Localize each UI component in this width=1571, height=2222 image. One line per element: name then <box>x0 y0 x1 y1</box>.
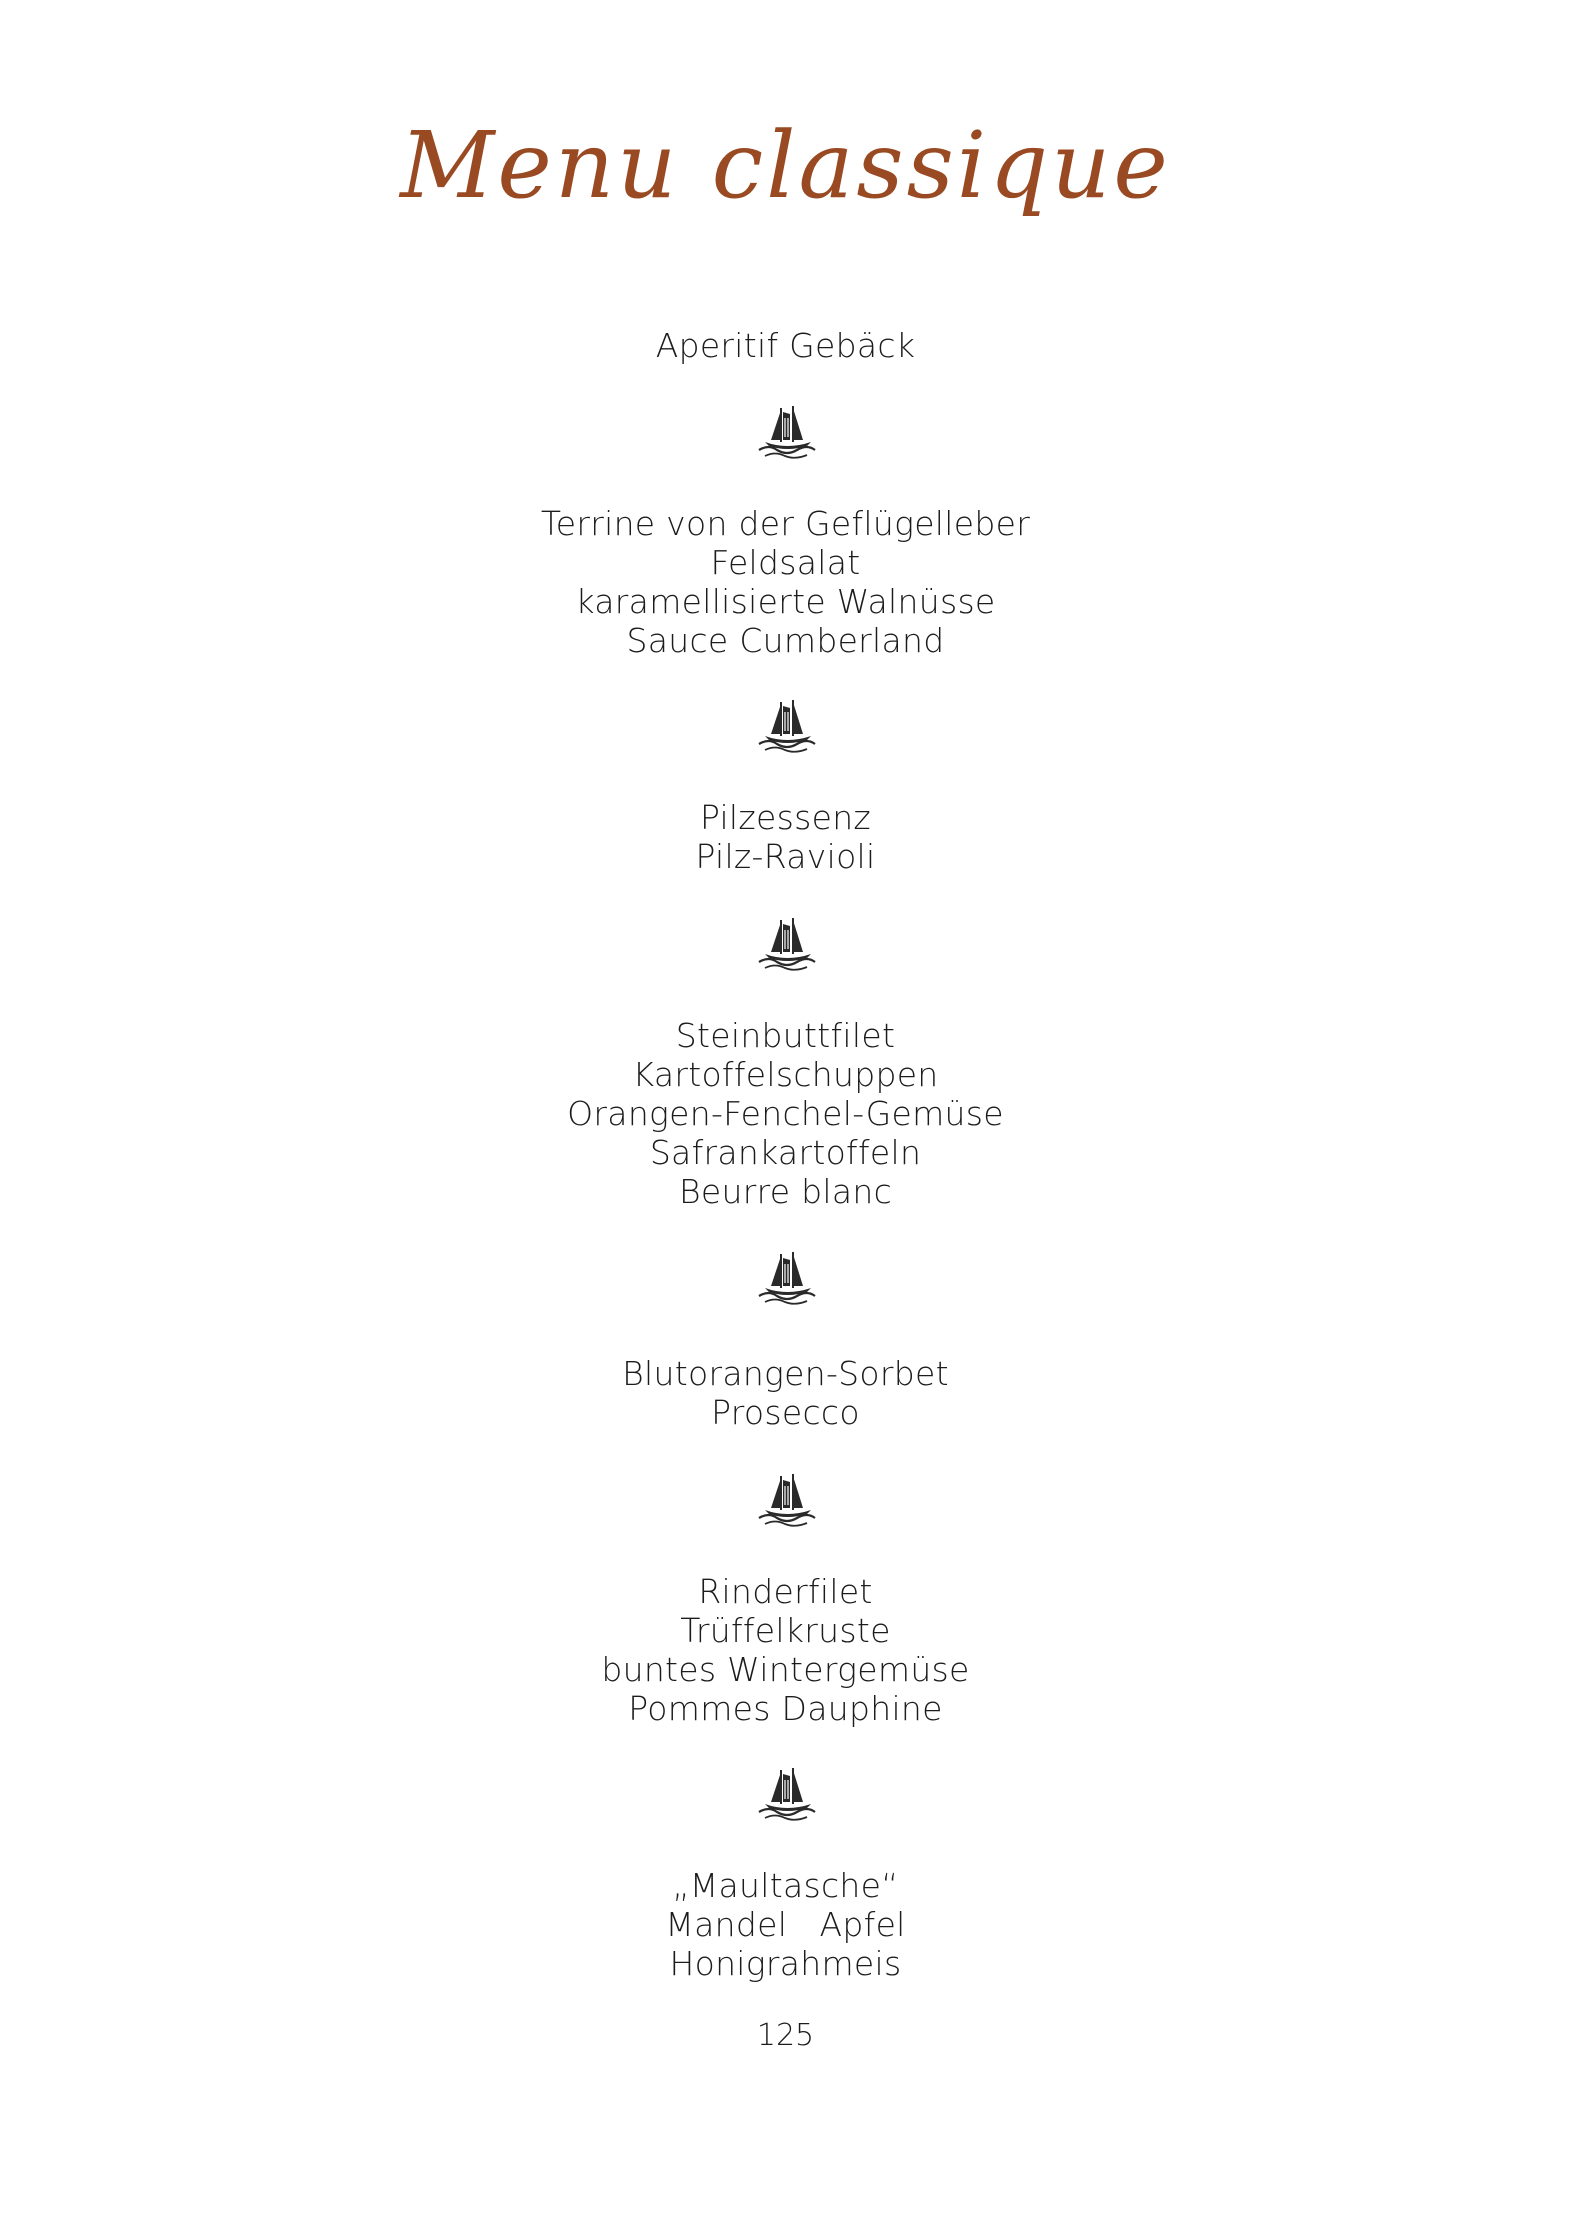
course-rinderfilet <box>0 1572 1571 1728</box>
course-line: Pilzessenz <box>699 798 872 837</box>
course-line: Pommes Dauphine <box>628 1689 943 1728</box>
course-line: karamellisierte Walnüsse <box>575 582 996 621</box>
course-line: Trüffelkruste <box>680 1611 891 1650</box>
course-line: Steinbuttfilet <box>675 1016 896 1055</box>
menu-title: Menu classique <box>400 112 1171 219</box>
sailing-ship-icon <box>755 1766 819 1824</box>
course-line: Mandel Apfel <box>665 1905 906 1944</box>
course-line: Blutorangen-Sorbet <box>622 1354 949 1393</box>
course-sorbet <box>0 1354 1571 1432</box>
course-line: Kartoffelschuppen <box>632 1055 939 1094</box>
course-line: Honigrahmeis <box>669 1944 902 1983</box>
course-dessert <box>0 1866 1571 1983</box>
course-pilzessenz <box>0 798 1571 876</box>
course-steinbutt <box>0 1016 1571 1211</box>
course-line: Pilz-Ravioli <box>695 837 876 876</box>
sailing-ship-icon <box>755 404 819 462</box>
course-line: Beurre blanc <box>678 1172 893 1211</box>
course-line: Rinderfilet <box>698 1572 873 1611</box>
course-line: Prosecco <box>711 1393 860 1432</box>
course-line: „Maultasche“ <box>672 1866 899 1905</box>
course-line: Terrine von der Geflügelleber <box>540 504 1031 543</box>
course-line: Feldsalat <box>710 543 861 582</box>
sailing-ship-icon <box>755 916 819 974</box>
page-number: 125 <box>756 2018 815 2053</box>
course-line: Orangen-Fenchel-Gemüse <box>567 1094 1004 1133</box>
course-line: buntes Wintergemüse <box>601 1650 970 1689</box>
course-line: Aperitif Gebäck <box>655 326 916 365</box>
sailing-ship-icon <box>755 1250 819 1308</box>
course-aperitif <box>0 326 1571 365</box>
course-line: Safrankartoffeln <box>649 1133 922 1172</box>
course-terrine <box>0 504 1571 660</box>
sailing-ship-icon <box>755 698 819 756</box>
course-line: Sauce Cumberland <box>626 621 945 660</box>
sailing-ship-icon <box>755 1472 819 1530</box>
